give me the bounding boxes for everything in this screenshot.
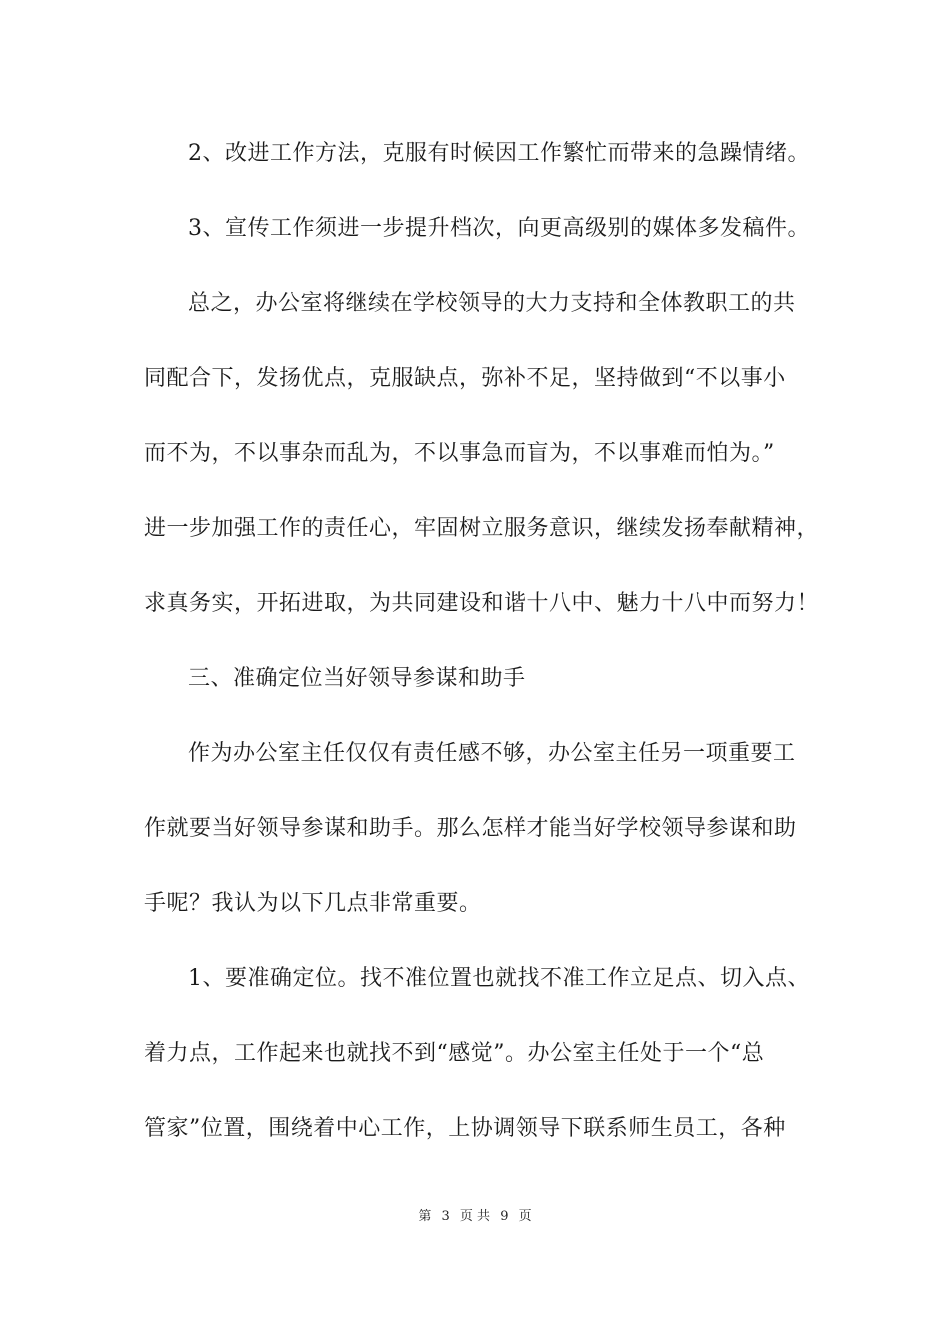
paragraph-line: 管家”位置，围绕着中心工作，上协调领导下联系师生员工，各种 (144, 1116, 786, 1141)
paragraph-line: 2、改进工作方法，克服有时候因工作繁忙而带来的急躁情绪。 (188, 141, 810, 166)
paragraph-line: 求真务实，开拓进取，为共同建设和谐十八中、魅力十八中而努力！ (144, 591, 820, 616)
paragraph-line: 总之，办公室将继续在学校领导的大力支持和全体教职工的共 (188, 291, 796, 316)
paragraph-line: 3、宣传工作须进一步提升档次，向更高级别的媒体多发稿件。 (188, 216, 810, 241)
total-pages-number: 9 (500, 1209, 509, 1224)
footer-prefix: 第 (418, 1209, 432, 1224)
paragraph-line: 作为办公室主任仅仅有责任感不够，办公室主任另一项重要工 (188, 741, 796, 766)
paragraph-line: 着力点，工作起来也就找不到“感觉”。办公室主任处于一个“总 (144, 1041, 765, 1066)
paragraph-line: 手呢？我认为以下几点非常重要。 (144, 891, 482, 916)
current-page-number: 3 (441, 1209, 450, 1224)
paragraph-line: 1、要准确定位。找不准位置也就找不准工作立足点、切入点、 (188, 966, 810, 991)
paragraph-line: 作就要当好领导参谋和助手。那么怎样才能当好学校领导参谋和助 (144, 816, 797, 841)
section-heading: 三、准确定位当好领导参谋和助手 (188, 666, 526, 691)
footer-middle: 页 共 (459, 1209, 491, 1224)
footer-suffix: 页 (518, 1209, 532, 1224)
paragraph-line: 而不为，不以事杂而乱为，不以事急而盲为，不以事难而怕为。” (144, 441, 775, 466)
paragraph-line: 同配合下，发扬优点，克服缺点，弥补不足，坚持做到“不以事小 (144, 366, 786, 391)
page-footer (0, 1208, 950, 1226)
paragraph-line: 进一步加强工作的责任心，牢固树立服务意识，继续发扬奉献精神， (144, 516, 820, 541)
